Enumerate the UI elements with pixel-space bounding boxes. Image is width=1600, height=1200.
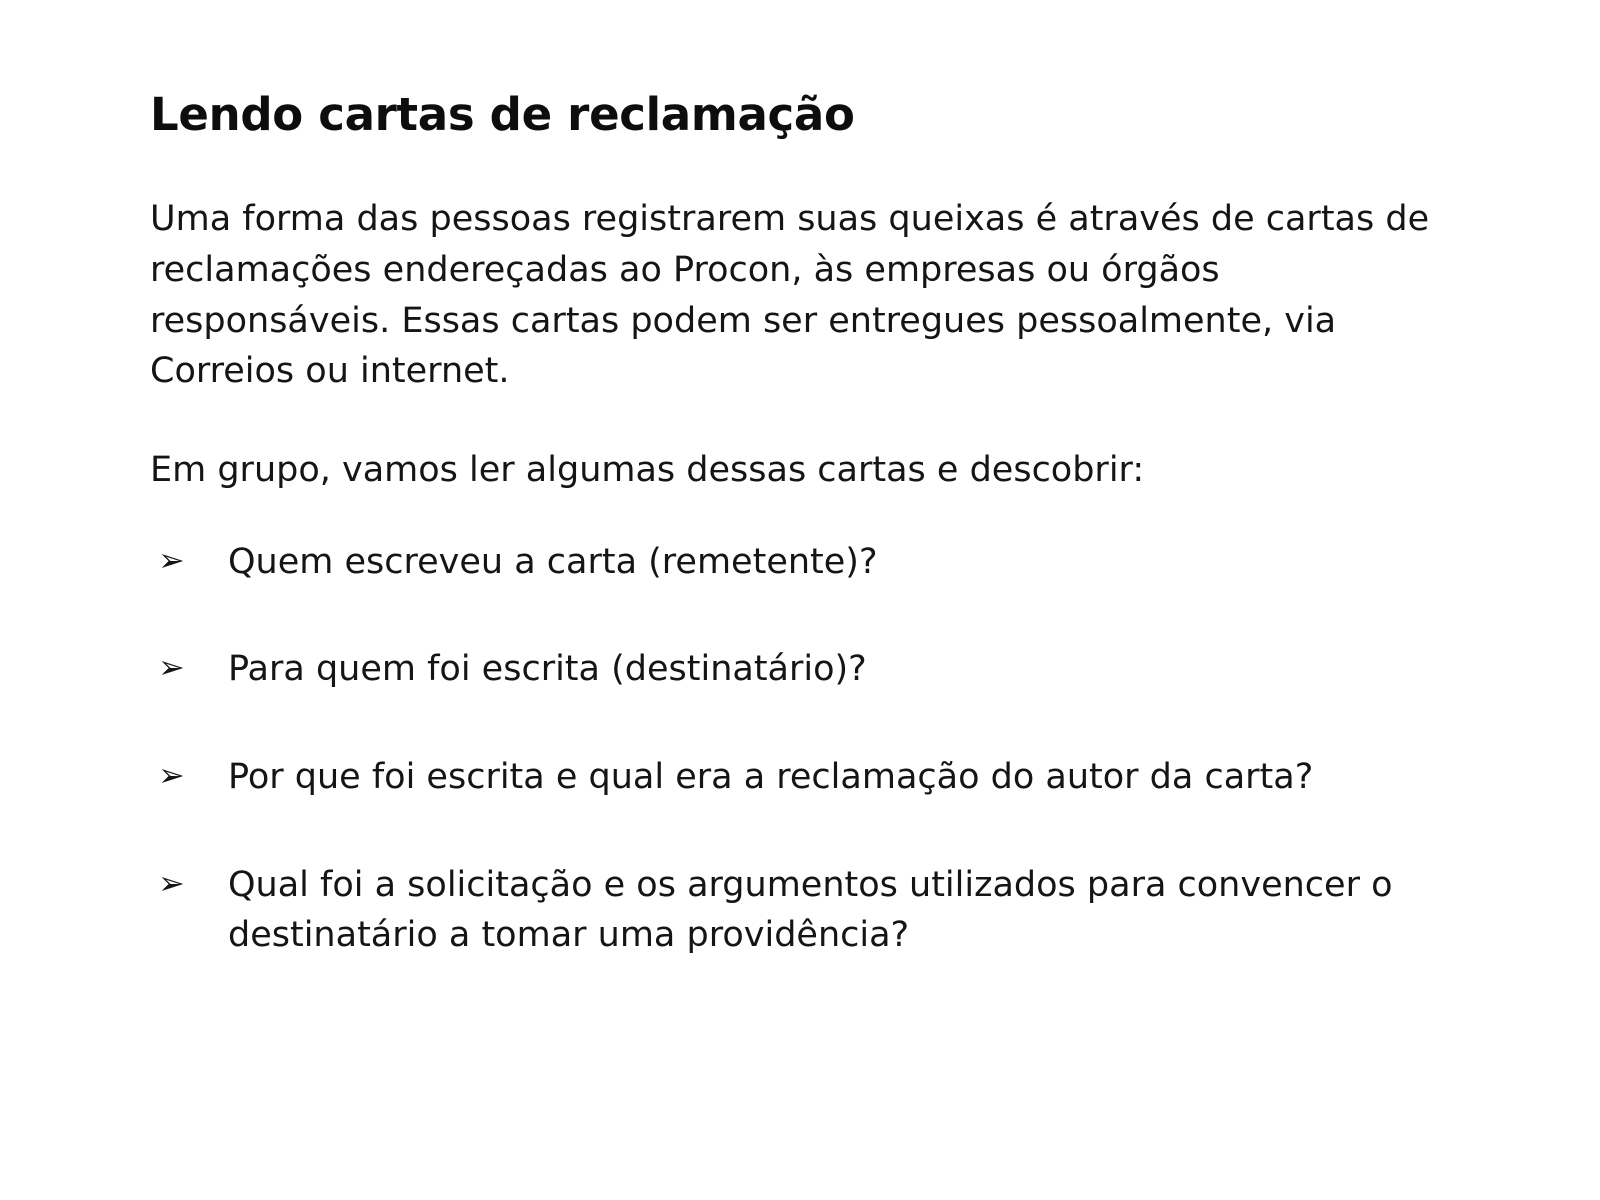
list-item — [150, 538, 1450, 588]
list-item-label: Para quem foi escrita (destinatário)? — [228, 649, 867, 690]
intro-paragraph: Uma forma das pessoas registrarem suas queixas é através de cartas de reclamações endereçadas ao Procon, às empresas ou órgãos responsáveis. Essas cartas podem ser entregues pessoalmente, via Correios ou internet. — [150, 199, 1430, 392]
question-list — [150, 538, 1450, 960]
list-item-label: Quem escreveu a carta (remetente)? — [228, 541, 878, 582]
arrow-bullet-icon: ➢ — [158, 648, 185, 687]
arrow-bullet-icon: ➢ — [158, 756, 185, 795]
list-item — [150, 861, 1450, 960]
list-item-label: Por que foi escrita e qual era a reclamação do autor da carta? — [228, 757, 1314, 798]
list-item-label: Qual foi a solicitação e os argumentos utilizados para convencer o destinatário a tomar uma providência? — [228, 864, 1393, 955]
page-title: Lendo cartas de reclamação — [150, 88, 855, 141]
arrow-bullet-icon: ➢ — [158, 863, 185, 902]
instruction-paragraph: Em grupo, vamos ler algumas dessas cartas e descobrir: — [150, 450, 1145, 490]
arrow-bullet-icon: ➢ — [158, 540, 185, 579]
list-item — [150, 753, 1450, 803]
list-item — [150, 645, 1450, 695]
